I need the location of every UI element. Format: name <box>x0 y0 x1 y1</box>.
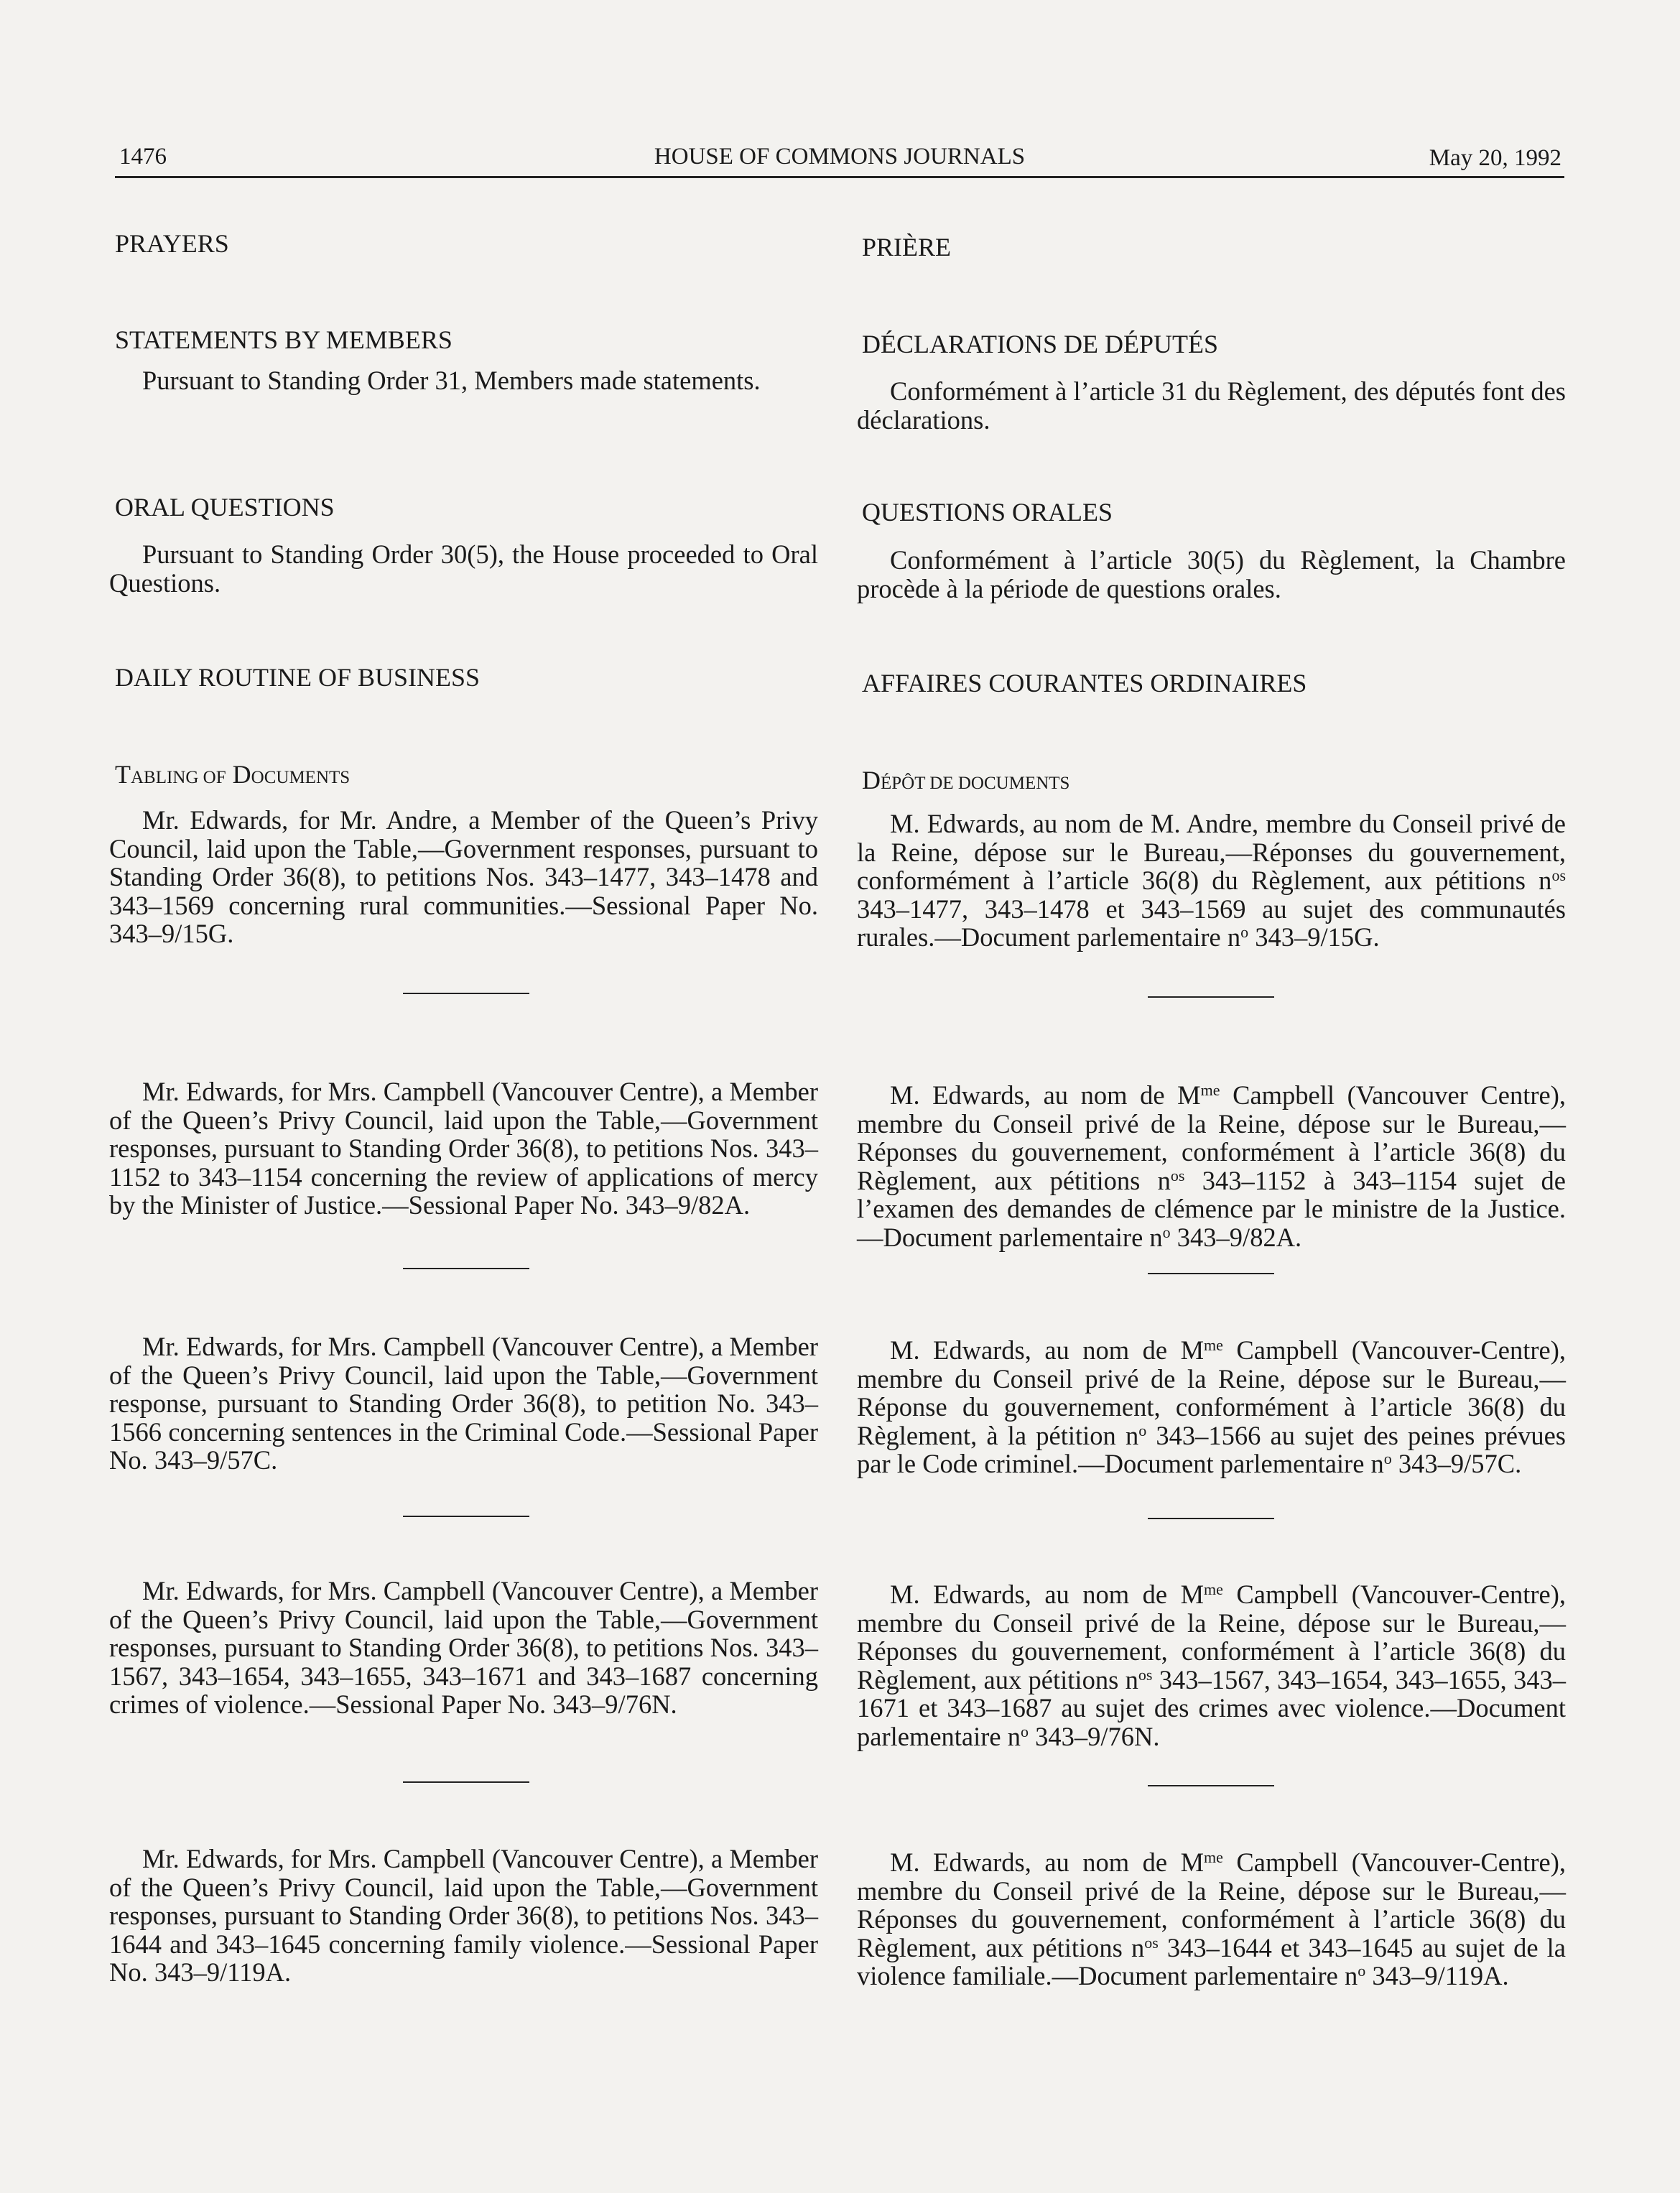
oral-questions-text: Pursuant to Standing Order 30(5), the House proceeded to Oral Questions. <box>109 539 818 598</box>
declarations-text: Conformément à l’article 31 du Règlement, des députés font des déclarations. <box>857 376 1566 435</box>
entry-paragraph-en-2: Mr. Edwards, for Mrs. Campbell (Vancouver Centre), a Member of the Queen’s Privy Council, laid upon the Table,—Government responses, pursuant to Standing Order 36(8), to petitions Nos. 343–1152 to 343–1154 concerning the review of applications of mercy by the Minister of Justice.—Sessional Paper No. 343–9/82A. <box>109 1077 818 1220</box>
entry-paragraph-en-5: Mr. Edwards, for Mrs. Campbell (Vancouver Centre), a Member of the Queen’s Privy Council, laid upon the Table,—Government responses, pursuant to Standing Order 36(8), to petitions Nos. 343–1644 and 343–1645 concerning family violence.—Sessional Paper No. 343–9/119A. <box>109 1844 818 1987</box>
questions-orales-heading: QUESTIONS ORALES <box>862 498 1113 527</box>
routine-heading: DAILY ROUTINE OF BUSINESS <box>115 663 481 692</box>
journal-title: HOUSE OF COMMONS JOURNALS <box>654 144 1026 170</box>
tabling-heading: TABLING OF DOCUMENTS <box>115 760 351 789</box>
declarations-heading: DÉCLARATIONS DE DÉPUTÉS <box>862 330 1219 358</box>
separator-rule <box>403 1516 529 1517</box>
entry-paragraph-en-1: Mr. Edwards, for Mr. Andre, a Member of the Queen’s Privy Council, laid upon the Table,—Government responses, pursuant to Standing Order 36(8), to petitions Nos. 343–1477, 343–1478 and 343–1569 concerning rural communities.—Sessional Paper No. 343–9/15G. <box>109 805 818 948</box>
prayers-heading: PRAYERS <box>115 229 229 258</box>
depot-heading: DÉPÔT DE DOCUMENTS <box>862 766 1070 794</box>
separator-rule <box>403 1781 529 1783</box>
statements-heading: STATEMENTS BY MEMBERS <box>115 325 453 354</box>
separator-rule <box>1148 1273 1274 1274</box>
journal-date: May 20, 1992 <box>1429 145 1561 171</box>
priere-heading: PRIÈRE <box>862 233 952 261</box>
entry-paragraph-fr-1: M. Edwards, au nom de M. Andre, membre du Conseil privé de la Reine, dépose sur le Bureau,—Réponses du gouvernement, conformément à l’article 36(8) du Règlement, aux pétitions $n^{os}$ 343–1477, 343–1478 et 343–1569 au sujet des communautés rurales.—Document parlementaire $n^o$ 343–9/15G. <box>857 809 1566 952</box>
oral-questions-heading: ORAL QUESTIONS <box>115 493 335 521</box>
questions-orales-text: Conformément à l’article 30(5) du Règlement, la Chambre procède à la période de questions orales. <box>857 545 1566 603</box>
entry-paragraph-en-3: Mr. Edwards, for Mrs. Campbell (Vancouver Centre), a Member of the Queen’s Privy Council, laid upon the Table,—Government response, pursuant to Standing Order 36(8), to petition No. 343–1566 concerning sentences in the Criminal Code.—Sessional Paper No. 343–9/57C. <box>109 1332 818 1475</box>
entry-paragraph-fr-5: M. Edwards, au nom de $M^{me}$ Campbell (Vancouver-Centre), membre du Conseil privé de la Reine, dépose sur le Bureau,—Réponses du gouvernement, conformément à l’article 36(8) du Règlement, aux pétitions $n^{os}$ 343–1644 et 343–1645 au sujet de la violence familiale.—Document parlementaire $n^o$ 343–9/119A. <box>857 1847 1567 1990</box>
separator-rule <box>1148 1785 1274 1786</box>
entry-paragraph-en-4: Mr. Edwards, for Mrs. Campbell (Vancouver Centre), a Member of the Queen’s Privy Council, laid upon the Table,—Government responses, pursuant to Standing Order 36(8), to petitions Nos. 343–1567, 343–1654, 343–1655, 343–1671 and 343–1687 concerning crimes of violence.—Sessional Paper No. 343–9/76N. <box>109 1576 818 1719</box>
affaires-heading: AFFAIRES COURANTES ORDINAIRES <box>862 669 1307 697</box>
separator-rule <box>1148 996 1274 998</box>
separator-rule <box>403 1268 529 1269</box>
entry-paragraph-fr-3: M. Edwards, au nom de $M^{me}$ Campbell (Vancouver-Centre), membre du Conseil privé de la Reine, dépose sur le Bureau,—Réponse du gouvernement, conformément à l’article 36(8) du Règlement, à la pétition $n^o$ 343–1566 au sujet des peines prévues par le Code criminel.—Document parlementaire $n^o$ 343–9/57C. <box>857 1335 1567 1478</box>
page-number: 1476 <box>119 144 167 170</box>
statements-text: Pursuant to Standing Order 31, Members made statements. <box>142 366 761 395</box>
entry-paragraph-fr-2: M. Edwards, au nom de $M^{me}$ Campbell (Vancouver Centre), membre du Conseil privé de la Reine, dépose sur le Bureau,—Réponses du gouvernement, conformément à l’article 36(8) du Règlement, aux pétitions $n^{os}$ 343–1152 à 343–1154 sujet de l’examen des demandes de clémence par le ministre de la Justice.—Document parlementaire $n^o$ 343–9/82A. <box>857 1080 1566 1252</box>
separator-rule <box>403 993 529 994</box>
separator-rule <box>1148 1518 1274 1519</box>
page-header <box>115 140 1564 178</box>
entry-paragraph-fr-4: M. Edwards, au nom de $M^{me}$ Campbell (Vancouver-Centre), membre du Conseil privé de la Reine, dépose sur le Bureau,—Réponses du gouvernement, conformément à l’article 36(8) du Règlement, aux pétitions $n^{os}$ 343–1567, 343–1654, 343–1655, 343–1671 et 343–1687 au sujet des crimes avec violence.—Document parlementaire $n^o$ 343–9/76N. <box>857 1580 1567 1751</box>
